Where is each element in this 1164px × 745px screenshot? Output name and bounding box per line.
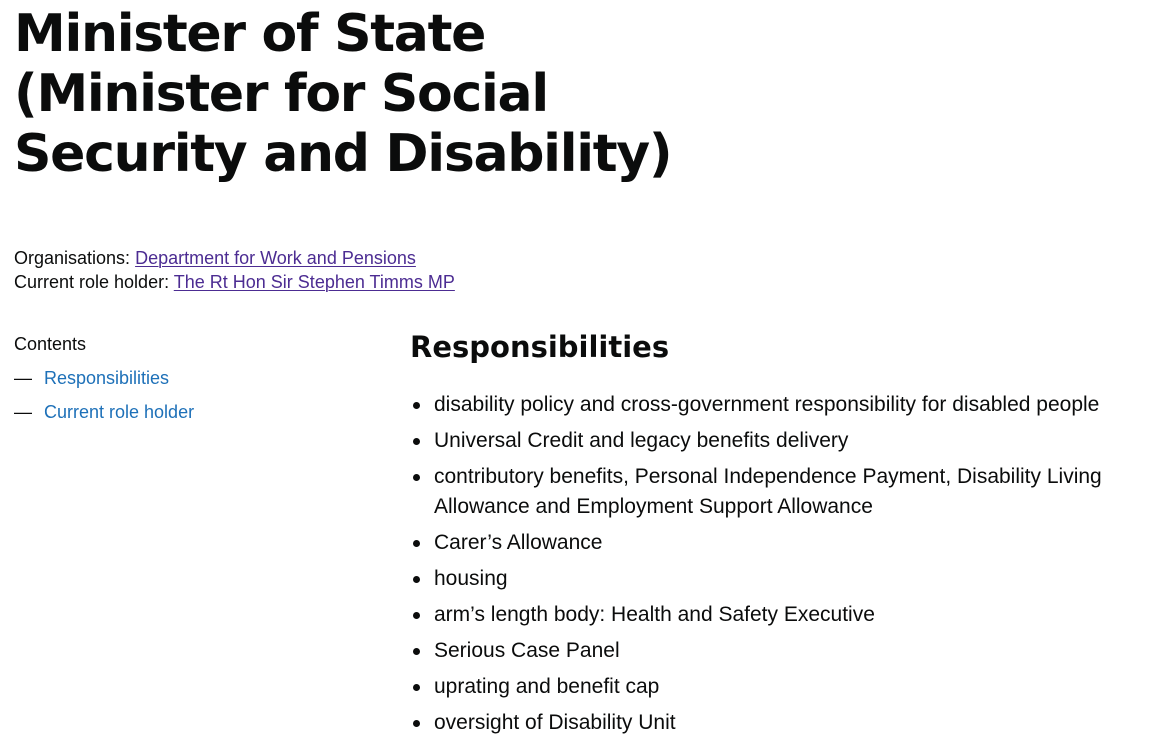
list-item-text: disability policy and cross-government responsibility for disabled people (434, 393, 1100, 416)
organisations-row (14, 246, 455, 270)
bullet-icon (413, 612, 420, 619)
bullet-icon (413, 474, 420, 481)
list-item (410, 528, 1150, 558)
role-holder-label: Current role holder: (14, 272, 170, 292)
bullet-icon (413, 576, 420, 583)
contents-nav (14, 332, 374, 434)
bullet-icon (413, 402, 420, 409)
bullet-icon (413, 540, 420, 547)
list-item (410, 708, 1150, 738)
responsibilities-list (410, 390, 1150, 738)
list-item-text: Carer’s Allowance (434, 531, 603, 554)
list-item (410, 672, 1150, 702)
list-item-text: uprating and benefit cap (434, 675, 660, 698)
list-item (410, 462, 1150, 522)
list-item (410, 564, 1150, 594)
contents-item-responsibilities (14, 366, 374, 390)
responsibilities-heading: Responsibilities (410, 330, 670, 364)
responsibilities-section (410, 328, 1150, 744)
list-item-text: Serious Case Panel (434, 639, 620, 662)
contents-list (14, 366, 374, 424)
contents-link-current-role-holder[interactable]: Current role holder (44, 402, 195, 422)
role-holder-row (14, 270, 455, 294)
dash-icon: — (14, 402, 32, 422)
dash-icon: — (14, 368, 32, 388)
list-item (410, 636, 1150, 666)
bullet-icon (413, 438, 420, 445)
list-item-text: arm’s length body: Health and Safety Executive (434, 603, 875, 626)
role-holder-link[interactable]: The Rt Hon Sir Stephen Timms MP (173, 272, 455, 292)
organisation-link[interactable]: Department for Work and Pensions (135, 248, 416, 268)
list-item-text: oversight of Disability Unit (434, 711, 676, 734)
organisations-label: Organisations: (14, 248, 131, 268)
contents-item-current-role-holder (14, 400, 374, 424)
page-title: Minister of State (Minister for Social Security and Disability) (14, 4, 672, 184)
list-item (410, 600, 1150, 630)
contents-link-responsibilities[interactable]: Responsibilities (44, 368, 170, 388)
contents-title: Contents (14, 334, 87, 354)
bullet-icon (413, 648, 420, 655)
list-item (410, 426, 1150, 456)
list-item-text: contributory benefits, Personal Independence Payment, Disability Living Allowance and Employment Support Allowance (434, 465, 1102, 518)
bullet-icon (413, 684, 420, 691)
bullet-icon (413, 720, 420, 727)
list-item-text: housing (434, 567, 508, 590)
list-item (410, 390, 1150, 420)
list-item-text: Universal Credit and legacy benefits delivery (434, 429, 849, 452)
metadata (14, 246, 455, 294)
